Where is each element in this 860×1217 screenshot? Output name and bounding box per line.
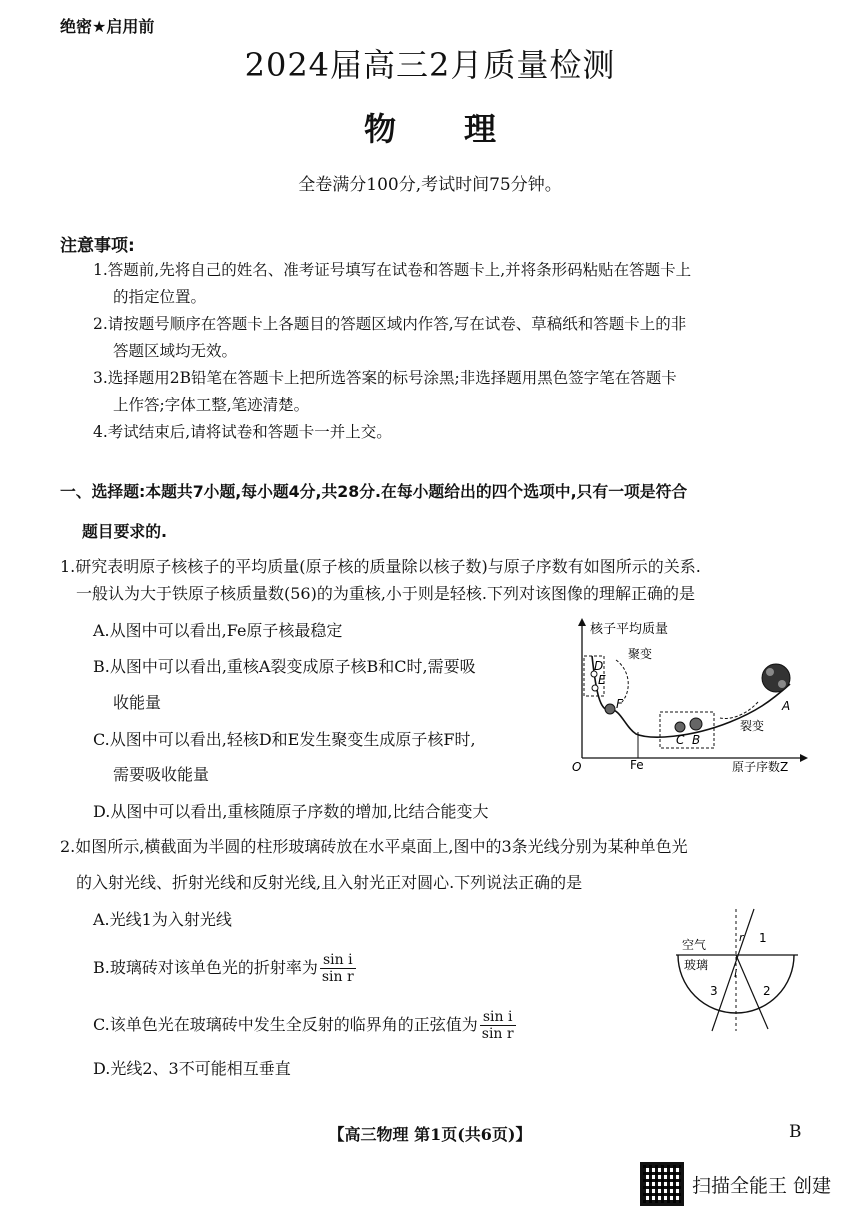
q2-option-a: A.光线1为入射光线 (93, 910, 232, 929)
fusion-label: 聚变 (628, 647, 653, 661)
ray-1-label: 1 (759, 931, 767, 945)
q1-option-d: D.从图中可以看出,重核随原子序数的增加,比结合能变大 (93, 802, 489, 821)
y-arrow (578, 618, 586, 626)
label-b: B (692, 733, 701, 747)
label-f: F (616, 697, 623, 711)
nucleus-f (605, 704, 615, 714)
q2-option-b (93, 952, 356, 985)
qr-code-icon (640, 1162, 684, 1206)
label-a: A (782, 699, 791, 713)
q1-option-b-cont: 收能量 (113, 693, 162, 712)
origin-label: O (572, 760, 582, 772)
q1-option-a: A.从图中可以看出,Fe原子核最稳定 (93, 621, 343, 640)
scanner-watermark (640, 1162, 831, 1206)
fraction-den: sin r (321, 969, 354, 985)
q2-option-c-text: C.该单色光在玻璃砖中发生全反射的临界角的正弦值为 (93, 1015, 478, 1034)
q2-option-d: D.光线2、3不可能相互垂直 (93, 1059, 291, 1078)
nucleus-a-detail (778, 680, 786, 688)
note-line: 4.考试结束后,请将试卷和答题卡一并上交。 (93, 423, 392, 441)
air-label: 空气 (682, 938, 707, 952)
q2-option-c (93, 1009, 516, 1042)
q2-stem-2: 的入射光线、折射光线和反射光线,且入射光正对圆心.下列说法正确的是 (76, 873, 583, 892)
note-line: 2.请按题号顺序在答题卡上各题目的答题区域内作答,写在试卷、草稿纸和答题卡上的非 (93, 315, 687, 333)
note-line: 的指定位置。 (113, 288, 207, 306)
note-item (93, 365, 813, 419)
section-line: 题目要求的. (82, 522, 167, 541)
subject-title (0, 104, 860, 150)
subject-char-1: 物 (363, 110, 396, 148)
nucleus-c (675, 722, 685, 732)
section-heading (60, 478, 810, 545)
label-d: D (594, 659, 604, 673)
fraction-den: sin r (481, 1026, 514, 1042)
q1-option-c: C.从图中可以看出,轻核D和E发生聚变生成原子核F时, (93, 730, 476, 749)
y-label: 核子平均质量 (590, 622, 669, 637)
confidential-mark: 绝密★启用前 (60, 17, 155, 36)
fraction-num: sin i (320, 952, 356, 969)
version-label: B (789, 1122, 802, 1142)
q1-option-c-cont: 需要吸收能量 (113, 765, 210, 784)
angle-i: i (734, 967, 738, 980)
q2-figure (670, 905, 810, 1035)
x-label: 原子序数Z (732, 760, 789, 772)
note-item (93, 311, 813, 365)
note-line: 1.答题前,先将自己的姓名、准考证号填写在试卷和答题卡上,并将条形码粘贴在答题卡上 (93, 261, 692, 279)
notes-heading: 注意事项: (60, 236, 135, 256)
glass-label: 玻璃 (684, 958, 709, 972)
nucleus-b (690, 718, 702, 730)
q1-stem-2: 一般认为大于铁原子核质量数(56)的为重核,小于则是轻核.下列对该图像的理解正确的是 (76, 584, 696, 603)
page-footer: 【高三物理 第1页(共6页)】 (328, 1125, 532, 1144)
fe-label: Fe (630, 758, 644, 772)
ray-2-label: 2 (763, 984, 771, 998)
fusion-arrow (616, 660, 628, 702)
note-line: 答题区域均无效。 (113, 342, 238, 360)
label-e: E (598, 673, 606, 687)
q1-option-b: B.从图中可以看出,重核A裂变成原子核B和C时,需要吸 (93, 657, 476, 676)
fraction (480, 1009, 516, 1042)
fission-arrow (720, 702, 758, 718)
q2-stem-1: 2.如图所示,横截面为半圆的柱形玻璃砖放在水平桌面上,图中的3条光线分别为某种单色光 (60, 837, 688, 856)
q1-stem-1: 1.研究表明原子核核子的平均质量(原子核的质量除以核子数)与原子序数有如图所示的关系. (60, 557, 701, 576)
section-line: 一、选择题:本题共7小题,每小题4分,共28分.在每小题给出的四个选项中,只有一项是符合 (60, 482, 688, 501)
nucleus-a-detail (766, 668, 774, 676)
q2-option-b-text: B.玻璃砖对该单色光的折射率为 (93, 958, 318, 977)
fraction-num: sin i (480, 1009, 516, 1026)
exam-info: 全卷满分100分,考试时间75分钟。 (298, 175, 562, 195)
label-c: C (676, 733, 685, 747)
angle-r: r (739, 931, 744, 944)
fission-label: 裂变 (740, 719, 765, 733)
q1-figure (570, 612, 810, 772)
note-item (93, 257, 813, 311)
note-line: 上作答;字体工整,笔迹清楚。 (113, 396, 310, 414)
exam-title: 2024届高三2月质量检测 (244, 46, 616, 84)
note-item (93, 419, 813, 446)
x-arrow (800, 754, 808, 762)
nucleus-a (762, 664, 790, 692)
fraction (320, 952, 356, 985)
scanner-text: 扫描全能王 创建 (692, 1174, 832, 1197)
note-line: 3.选择题用2B铅笔在答题卡上把所选答案的标号涂黑;非选择题用黑色签字笔在答题卡 (93, 369, 677, 387)
ray-3-label: 3 (710, 984, 718, 998)
subject-char-2: 理 (464, 110, 497, 148)
